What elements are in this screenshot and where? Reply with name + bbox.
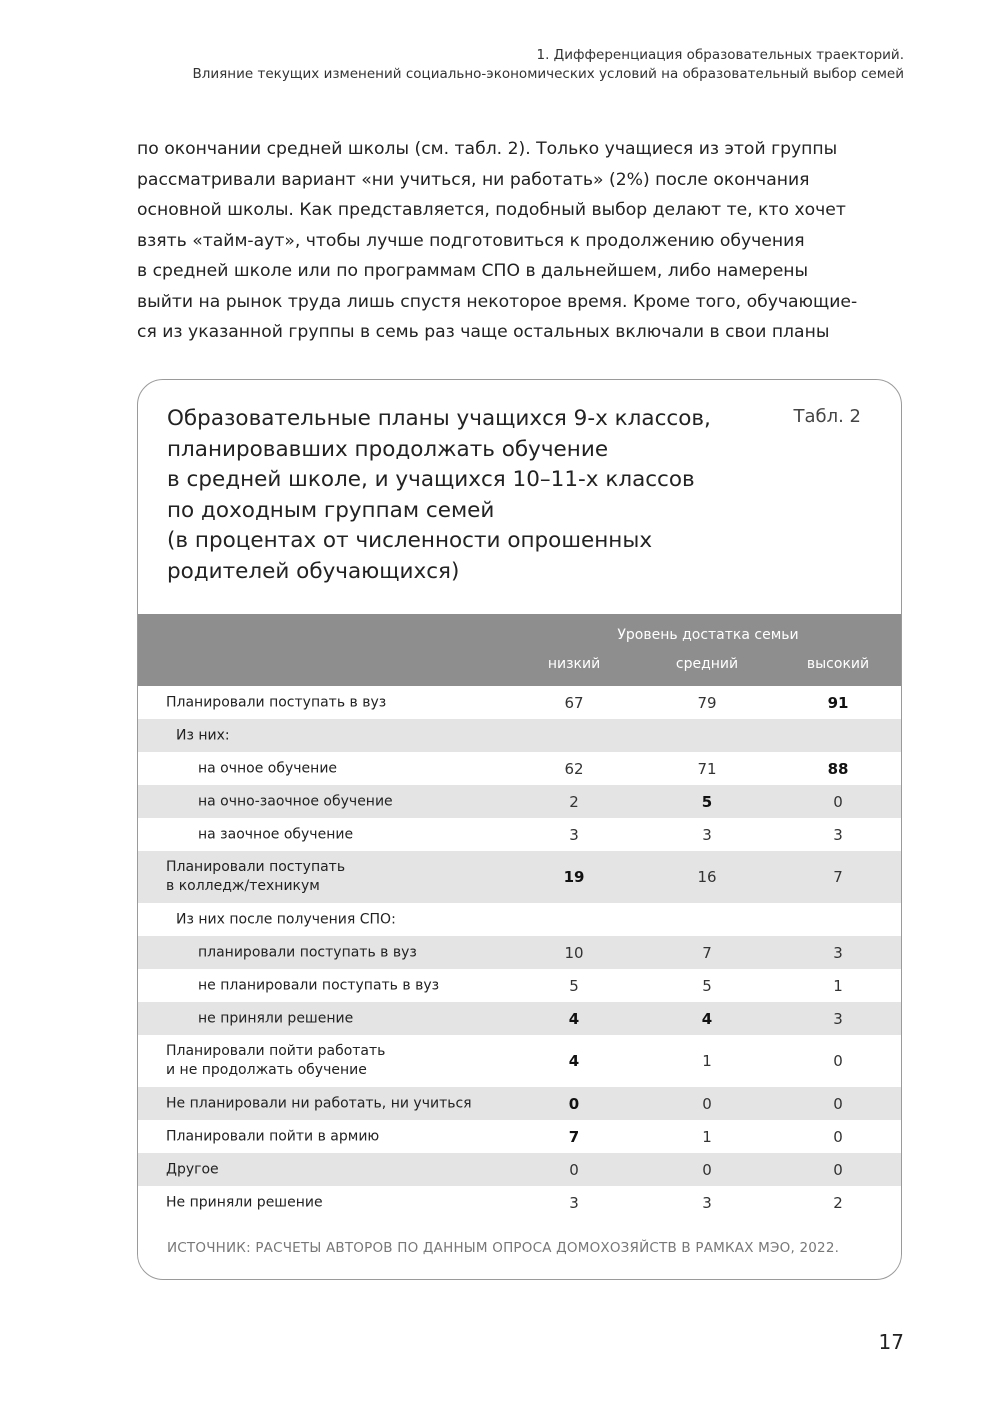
table-row [138, 818, 901, 851]
cell-high: 0 [833, 1160, 843, 1179]
cell-middle: 71 [697, 759, 717, 778]
table-title-line: (в процентах от численности опрошенных [167, 528, 653, 553]
table-row [138, 1002, 901, 1035]
row-label: Не приняли решение [166, 1194, 323, 1210]
table-title-line: в средней школе, и учащихся 10–11-х классов [167, 467, 695, 492]
table-row [138, 785, 901, 818]
running-head-line-2: Влияние текущих изменений социально-экономических условий на образовательный выбор семей [192, 66, 904, 82]
cell-middle: 3 [702, 825, 712, 844]
table-row [138, 719, 901, 752]
table-title-line: планировавших продолжать обучение [167, 436, 609, 462]
cell-low: 2 [569, 792, 579, 811]
table-number-label: Табл. 2 [793, 406, 861, 427]
body-line: основной школы. Как представляется, подобный выбор делают те, кто хочет [137, 200, 846, 220]
table-row [138, 969, 901, 1002]
row-label: на заочное обучение [198, 826, 354, 842]
body-line: в средней школе или по программам СПО в дальнейшем, либо намерены [137, 261, 809, 281]
row-label: не планировали поступать в вуз [198, 977, 440, 993]
cell-low: 4 [568, 1052, 580, 1070]
cell-low: 10 [564, 943, 584, 962]
row-label: Планировали пойти в армию [166, 1128, 380, 1144]
body-line: по окончании средней школы (см. табл. 2). Только учащиеся из этой группы [137, 139, 838, 159]
table-row [138, 1153, 901, 1186]
body-line: взять «тайм-аут», чтобы лучше подготовиться к продолжению обучения [137, 230, 805, 251]
table-row [138, 686, 901, 719]
cell-low: 0 [568, 1094, 580, 1113]
table-source-note: ИСТОЧНИК: РАСЧЕТЫ АВТОРОВ ПО ДАННЫМ ОПРОСА ДОМОХОЗЯЙСТВ В РАМКАХ МЭО, 2022. [167, 1240, 840, 1256]
row-label: Не планировали ни работать, ни учиться [166, 1095, 472, 1111]
cell-middle: 0 [702, 1160, 712, 1179]
cell-middle: 5 [702, 976, 712, 995]
cell-high: 0 [833, 1127, 843, 1146]
cell-high: 88 [827, 759, 849, 778]
table-title-line: Образовательные планы учащихся 9-х классов, [167, 406, 711, 431]
cell-middle: 1 [702, 1052, 712, 1070]
table-row [138, 752, 901, 785]
cell-middle: 4 [701, 1009, 713, 1028]
body-line: выйти на рынок труда лишь спустя некоторое время. Кроме того, обучающие- [137, 291, 858, 312]
row-label: на очно-заочное обучение [198, 793, 393, 809]
table-row [138, 851, 901, 903]
column-header-low: низкий [547, 656, 601, 672]
table-title [167, 404, 767, 587]
cell-high: 3 [833, 825, 843, 844]
cell-middle: 0 [702, 1094, 712, 1113]
body-line: рассматривали вариант «ни учиться, ни работать» (2%) после окончания [137, 169, 810, 190]
table-row [138, 936, 901, 969]
table-header [138, 614, 901, 686]
table-card [137, 379, 902, 1280]
cell-middle: 5 [701, 792, 713, 811]
page-number: 17 [878, 1330, 904, 1354]
cell-low: 3 [569, 825, 579, 844]
table-body [138, 686, 901, 1219]
body-line: ся из указанной группы в семь раз чаще остальных включали в свои планы [137, 322, 830, 342]
row-label: Из них: [176, 727, 230, 743]
table-row [138, 1186, 901, 1219]
cell-low: 3 [569, 1193, 579, 1212]
cell-low: 62 [564, 759, 584, 778]
table-title-line: по доходным группам семей [167, 497, 495, 523]
row-label: не приняли решение [198, 1010, 354, 1026]
cell-high: 0 [833, 1094, 843, 1113]
cell-low: 4 [568, 1009, 580, 1028]
row-label: на очное обучение [198, 760, 338, 776]
table-row [138, 1035, 901, 1087]
table-row [138, 1087, 901, 1120]
cell-high: 91 [827, 693, 849, 712]
cell-middle: 7 [702, 943, 712, 962]
running-head-line-1: 1. Дифференциация образовательных траекторий. [536, 47, 904, 63]
cell-middle: 16 [697, 868, 717, 886]
table-row [138, 1120, 901, 1153]
row-label: Из них после получения СПО: [176, 911, 396, 927]
column-group-header: Уровень достатка семьи [617, 627, 799, 643]
cell-high: 2 [833, 1193, 843, 1212]
row-label: Планировали поступать в вуз [166, 694, 387, 710]
column-header-high: высокий [806, 656, 870, 672]
cell-high: 0 [833, 1052, 843, 1070]
table-row [138, 903, 901, 936]
cell-high: 7 [833, 868, 843, 886]
cell-low: 5 [569, 976, 579, 995]
cell-middle: 1 [702, 1127, 712, 1146]
table-title-line: родителей обучающихся) [167, 558, 460, 584]
row-label: Планировали поступать в колледж/техникум [166, 859, 346, 894]
cell-low: 67 [564, 693, 584, 712]
body-paragraph [137, 134, 907, 348]
cell-low: 0 [569, 1160, 579, 1179]
running-head [104, 46, 904, 84]
cell-high: 3 [833, 943, 843, 962]
row-label: Другое [166, 1161, 219, 1177]
cell-high: 0 [833, 792, 843, 811]
row-label: Планировали пойти работать и не продолжать обучение [166, 1043, 386, 1078]
cell-high: 1 [833, 976, 843, 995]
row-label: планировали поступать в вуз [198, 944, 417, 960]
cell-middle: 3 [702, 1193, 712, 1212]
cell-high: 3 [833, 1009, 843, 1028]
column-header-middle: средний [675, 656, 739, 672]
cell-low: 7 [568, 1127, 580, 1146]
cell-middle: 79 [697, 693, 717, 712]
cell-low: 19 [563, 868, 585, 886]
